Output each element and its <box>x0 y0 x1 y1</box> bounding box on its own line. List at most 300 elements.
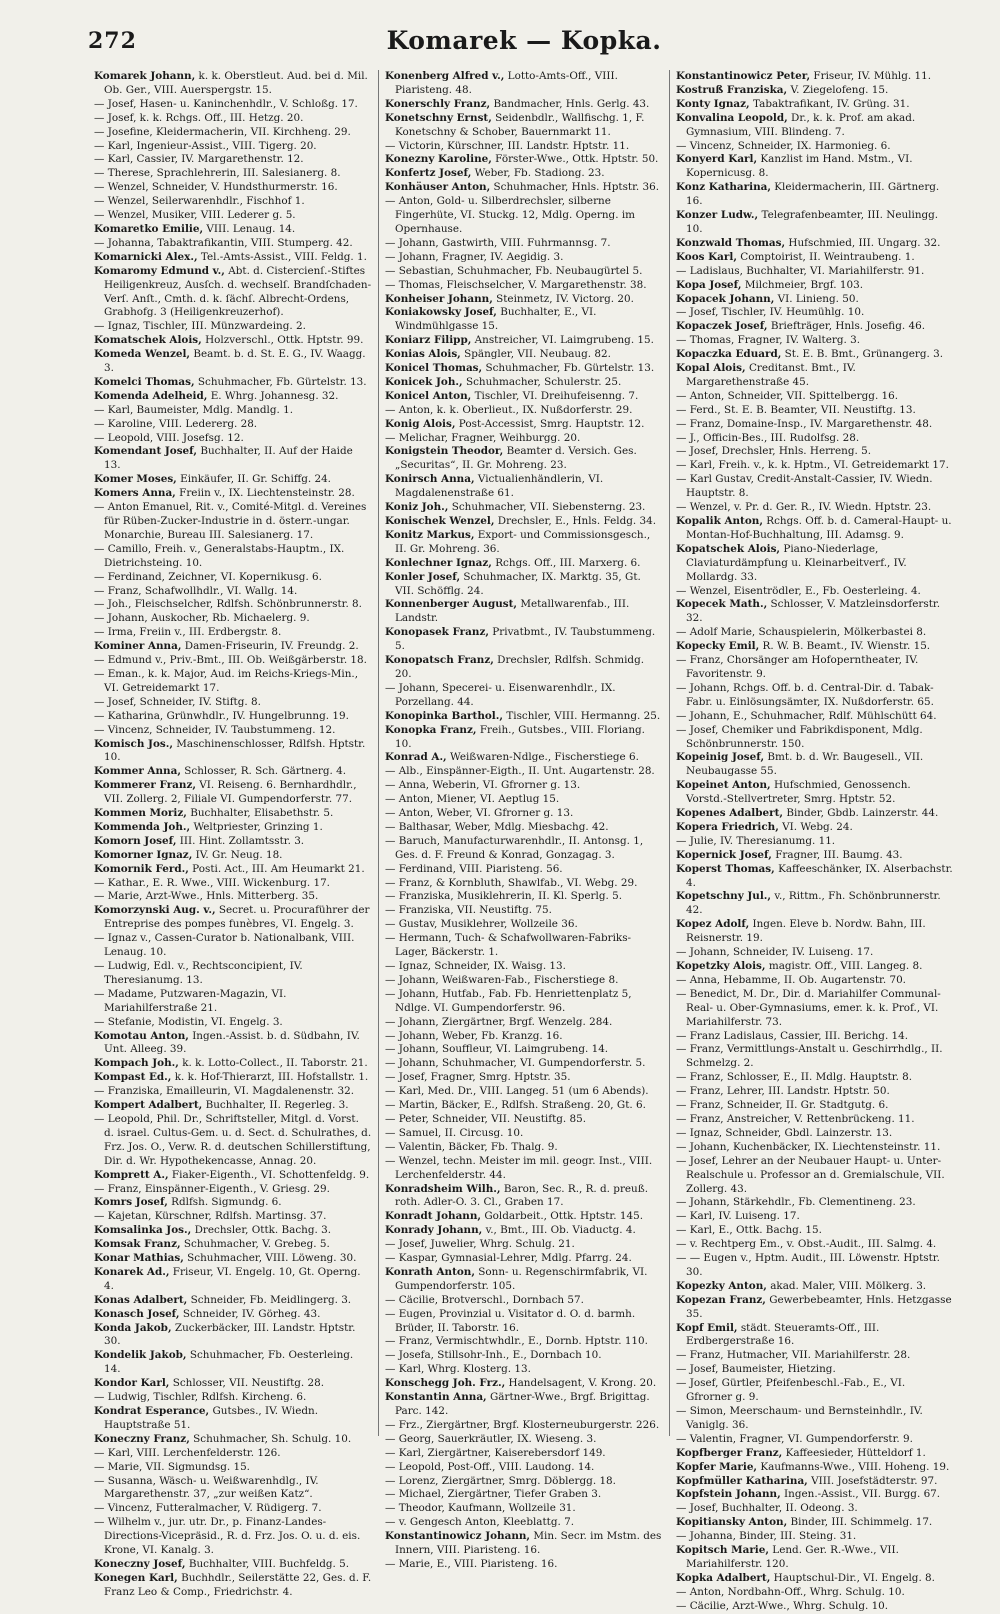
entry-text: — Josef, k. k. Rchgs. Off., III. Hetzg. 20. <box>94 111 304 124</box>
directory-entry <box>385 821 663 835</box>
entry-name: Kopeinig Josef, <box>676 751 765 764</box>
entry-text: Buchhdlr., Seilerstätte 22, Ges. d. F. Franz Leo & Comp., Friedrichstr. 4. <box>104 1571 372 1598</box>
directory-entry <box>385 153 663 167</box>
directory-entry <box>676 1238 954 1252</box>
directory-entry <box>385 1155 663 1183</box>
entry-name: Kompert Adalbert, <box>94 1099 203 1112</box>
entry-text: — Josef, Tischler, IV. Heumühlg. 10. <box>676 306 865 319</box>
entry-text: — Josef, Lehrer an der Neubauer Haupt- u. Unter-Realschule u. Professor an d. Gremialschule, VII. Zollerg. 43. <box>676 1154 945 1195</box>
directory-entry <box>676 1085 954 1099</box>
entry-text: — Franz Ladislaus, Cassier, III. Berichg. 14. <box>676 1029 909 1042</box>
directory-entry <box>94 348 372 376</box>
entry-name: Konschegg Joh. Frz., <box>385 1377 506 1390</box>
entry-name: Komornik Ferd., <box>94 862 189 875</box>
entry-name: Konas Adalbert, <box>94 1293 188 1306</box>
directory-entry <box>94 1475 372 1503</box>
directory-entry <box>676 390 954 404</box>
entry-text: — Anton, Schneider, VII. Spittelbergg. 16. <box>676 389 899 402</box>
entry-name: Konty Ignaz, <box>676 97 750 110</box>
entry-text: — Edmund v., Priv.-Bmt., III. Ob. Weißgärberstr. 18. <box>94 654 367 667</box>
entry-text: — Leopold, Post-Off., VIII. Laudong. 14. <box>385 1460 595 1473</box>
entry-text: — Therese, Sprachlehrerin, III. Salesianerg. 8. <box>94 167 341 180</box>
entry-name: Komarnicki Alex., <box>94 250 198 263</box>
entry-text: — Simon, Meerschaum- und Bernsteinhdlr., IV. Vaniglg. 36. <box>676 1405 923 1431</box>
directory-entry <box>676 724 954 752</box>
entry-name: Konradt Johann, <box>385 1210 482 1223</box>
directory-entry <box>676 821 954 835</box>
directory-entry <box>676 362 954 390</box>
entry-name: Kondelik Jakob, <box>94 1349 187 1362</box>
entry-text: — Cäcilie, Brotverschl., Dornbach 57. <box>385 1293 584 1306</box>
directory-entry <box>385 167 663 181</box>
directory-entry <box>385 1558 663 1572</box>
entry-text: — Karl, E., Ottk. Bachg. 15. <box>676 1224 822 1237</box>
directory-entry <box>676 153 954 181</box>
directory-entry <box>385 1071 663 1085</box>
directory-entry <box>676 348 954 362</box>
entry-text: Rchgs. Off., III. Marxerg. 6. <box>495 556 641 569</box>
directory-entry <box>385 390 663 404</box>
directory-entry <box>676 1600 954 1614</box>
entry-text: k. k. Oberstleut. Aud. bei d. Mil. Ob. Ger., VIII. Auerspergstr. 15. <box>104 70 368 96</box>
directory-entry <box>94 779 372 807</box>
entry-name: Komeda Wenzel, <box>94 348 191 361</box>
entry-text: — Johanna, Binder, III. Steing. 31. <box>676 1530 857 1543</box>
directory-columns <box>88 70 960 1612</box>
entry-text: — Johann, Rchgs. Off. b. d. Central-Dir. d. Tabak-Fabr. u. Einlösungsämter, IX. Nußdorferstr. 65. <box>676 681 934 708</box>
directory-entry <box>676 1363 954 1377</box>
entry-text: — Anton, Weber, VI. Gfrorner g. 13. <box>385 807 574 820</box>
entry-text: — Franz, & Kornbluth, Shawlfab., VI. Webg. 29. <box>385 876 638 889</box>
entry-name: Komsak Franz, <box>94 1238 181 1251</box>
entry-text: Damen-Friseurin, IV. Freundg. 2. <box>184 640 359 653</box>
entry-text: akad. Maler, VIII. Mölkerg. 3. <box>770 1279 927 1292</box>
directory-entry <box>385 904 663 918</box>
column-3 <box>669 70 960 1612</box>
entry-text: k. k. Lotto-Collect., II. Taborstr. 21. <box>182 1057 368 1070</box>
entry-name: Konicel Thomas, <box>385 362 483 375</box>
directory-entry <box>676 1475 954 1489</box>
directory-entry <box>385 1030 663 1044</box>
directory-entry <box>385 1141 663 1155</box>
directory-entry <box>94 863 372 877</box>
entry-name: Kommer Anna, <box>94 765 181 778</box>
entry-name: Koperst Thomas, <box>676 862 775 875</box>
entry-name: Kopez Adolf, <box>676 918 750 931</box>
entry-text: Beamt. b. d. St. E. G., IV. Waagg. 3. <box>104 348 366 375</box>
entry-text: — Cäcilie, Arzt-Wwe., Whrg. Schulg. 10. <box>676 1599 889 1612</box>
directory-entry <box>676 1224 954 1238</box>
directory-entry <box>385 1266 663 1294</box>
entry-text: — Joh., Fleischselcher, Rdlfsh. Schönbrunnerstr. 8. <box>94 598 362 611</box>
entry-name: Koniz Joh., <box>385 501 449 514</box>
entry-text: — Theodor, Kaufmann, Wollzeile 31. <box>385 1502 576 1515</box>
entry-name: Kopezky Anton, <box>676 1279 767 1292</box>
directory-entry <box>676 1294 954 1322</box>
entry-name: Kopecek Math., <box>676 598 768 611</box>
directory-entry <box>676 1280 954 1294</box>
entry-text: — Marie, VII. Sigmundsg. 15. <box>94 1460 250 1473</box>
directory-entry <box>676 863 954 891</box>
entry-text: Sonn- u. Regenschirmfabrik, VI. Gumpendorferstr. 105. <box>395 1265 648 1292</box>
directory-entry <box>94 571 372 585</box>
entry-text: — Josef, Schneider, IV. Stiftg. 8. <box>94 695 261 708</box>
directory-entry <box>94 501 372 543</box>
entry-text: — Johann, Ziergärtner, Brgf. Wenzelg. 284. <box>385 1015 613 1028</box>
directory-entry <box>385 1391 663 1419</box>
entry-text: — Karl, Baumeister, Mdlg. Mandlg. 1. <box>94 403 294 416</box>
directory-entry <box>676 320 954 334</box>
entry-text: v., Rittm., Fh. Schönbrunnerstr. 42. <box>686 890 941 917</box>
directory-entry <box>385 751 663 765</box>
entry-name: Kostruß Franziska, <box>676 83 788 96</box>
directory-entry <box>94 1016 372 1030</box>
entry-text: — Johann, Weißwaren-Fab., Fischerstiege 8. <box>385 973 619 986</box>
entry-text: — Karl, IV. Luiseng. 17. <box>676 1210 800 1223</box>
entry-name: Komsalinka Jos., <box>94 1224 192 1237</box>
entry-text: — Baruch, Manufacturwarenhdlr., II. Antonsg. 1, Ges. d. F. Freund & Konrad, Gonzagag. 3. <box>385 834 644 861</box>
entry-text: Gutsbes., IV. Wiedn. Hauptstraße 51. <box>104 1405 319 1431</box>
directory-entry <box>385 1099 663 1113</box>
entry-text: Schuhmacher, Fb. Gürtelstr. 13. <box>197 375 367 388</box>
column-1 <box>88 70 378 1598</box>
directory-entry <box>94 1210 372 1224</box>
entry-text: Drechsler, E., Hnls. Feldg. 34. <box>497 515 657 527</box>
directory-entry <box>676 654 954 682</box>
directory-entry <box>94 1196 372 1210</box>
directory-entry <box>94 1516 372 1558</box>
entry-name: Koneczny Josef, <box>94 1557 186 1570</box>
entry-text: — Josef, Juwelier, Whrg. Schulg. 21. <box>385 1238 575 1251</box>
entry-name: Konegen Karl, <box>94 1571 178 1584</box>
entry-text: — Lorenz, Ziergärtner, Smrg. Döblergg. 18. <box>385 1474 616 1487</box>
entry-text: Lotto-Amts-Off., VIII. Piaristeng. 48. <box>395 70 618 96</box>
entry-name: Konischek Wenzel, <box>385 515 495 527</box>
directory-entry <box>94 598 372 612</box>
entry-name: Konirsch Anna, <box>385 473 475 486</box>
directory-entry <box>94 265 372 321</box>
directory-entry <box>94 1071 372 1085</box>
entry-text: III. Hint. Zollamtsstr. 3. <box>179 834 305 847</box>
directory-entry <box>385 960 663 974</box>
entry-text: Lend. Ger. R.-Wwe., VII. Mariahilferstr. 120. <box>686 1544 899 1570</box>
directory-entry <box>94 1294 372 1308</box>
directory-entry <box>676 84 954 98</box>
directory-entry <box>94 988 372 1016</box>
entry-text: Victualienhändlerin, VI. Magdalenenstraße 61. <box>395 473 604 500</box>
directory-entry <box>676 1252 954 1280</box>
directory-entry <box>676 70 954 84</box>
entry-text: Schlosser, VII. Neustiftg. 28. <box>172 1377 325 1390</box>
directory-entry <box>676 237 954 251</box>
entry-text: — Johann, Schneider, IV. Luiseng. 17. <box>676 946 874 959</box>
entry-text: Baron, Sec. R., R. d. preuß. roth. Adler-O. 3. Cl., Graben 17. <box>395 1182 648 1209</box>
entry-text: — Josef, Buchhalter, II. Odeong. 3. <box>676 1502 858 1515</box>
directory-entry <box>94 223 372 237</box>
entry-text: — Franziska, Emailleurin, VI. Magdalenenstr. 32. <box>94 1085 355 1098</box>
entry-name: Komelci Thomas, <box>94 375 195 388</box>
directory-entry <box>94 710 372 724</box>
entry-name: Kopezan Franz, <box>676 1293 766 1306</box>
entry-text: Schuhmacher, Fb. Oesterleing. 14. <box>104 1349 354 1376</box>
directory-entry <box>94 140 372 154</box>
entry-text: — Josefine, Kleidermacherin, VII. Kirchheng. 29. <box>94 125 351 138</box>
entry-name: Kopf Emil, <box>676 1321 738 1334</box>
entry-name: Konyerd Karl, <box>676 153 758 166</box>
directory-entry <box>385 1224 663 1238</box>
entry-text: Buchhalter, E., VI. Windmühlgasse 15. <box>395 306 597 333</box>
directory-entry <box>94 390 372 404</box>
entry-text: — Balthasar, Weber, Mdlg. Miesbachg. 42. <box>385 820 609 833</box>
entry-text: IV. Gr. Neug. 18. <box>195 848 283 861</box>
directory-entry <box>385 501 663 515</box>
entry-text: Goldarbeit., Ottk. Hptstr. 145. <box>484 1210 643 1223</box>
entry-text: Schlosser, R. Sch. Gärtnerg. 4. <box>184 765 346 778</box>
directory-entry <box>676 849 954 863</box>
entry-text: Friseur, VI. Engelg. 10, Gt. Operng. 4. <box>104 1265 361 1292</box>
directory-entry <box>94 1377 372 1391</box>
entry-text: — Adolf Marie, Schauspielerin, Mölkerbastei 8. <box>676 626 927 639</box>
directory-entry <box>676 682 954 710</box>
entry-text: — Martin, Bäcker, E., Rdlfsh. Straßeng. 20, Gt. 6. <box>385 1099 646 1112</box>
entry-name: Kopatschek Alois, <box>676 542 781 555</box>
directory-entry <box>676 181 954 209</box>
entry-text: — Ludwig, Edl. v., Rechtsconcipient, IV. Theresianumg. 13. <box>94 960 303 986</box>
entry-text: — Ignaz, Schneider, IX. Waisg. 13. <box>385 960 566 972</box>
entry-text: — J., Officin-Bes., III. Rudolfsg. 28. <box>676 431 860 444</box>
entry-text: — Karl, Ingenieur-Assist., VIII. Tigerg. 20. <box>94 139 317 152</box>
directory-entry <box>676 251 954 265</box>
entry-name: Kopaczek Josef, <box>676 320 768 333</box>
entry-name: Konigstein Theodor, <box>385 445 504 458</box>
entry-text: R. W. B. Beamt., IV. Wienstr. 15. <box>762 640 931 653</box>
entry-name: Komotau Anton, <box>94 1029 189 1042</box>
directory-entry <box>385 265 663 279</box>
entry-text: Seidenbdlr., Wallfischg. 1, F. Konetschny & Schober, Bauernmarkt 11. <box>395 111 645 138</box>
entry-name: Komenda Adelheid, <box>94 389 208 402</box>
entry-text: Förster-Wwe., Ottk. Hptstr. 50. <box>495 153 659 166</box>
entry-text: — v. Rechtperg Em., v. Obst.-Audit., III. Salmg. 4. <box>676 1238 937 1251</box>
directory-entry <box>94 696 372 710</box>
directory-entry <box>94 112 372 126</box>
directory-entry <box>676 779 954 807</box>
entry-name: Kondrat Esperance, <box>94 1405 210 1417</box>
directory-entry <box>385 1419 663 1433</box>
entry-name: Komrs Josef, <box>94 1196 168 1209</box>
entry-text: Drechsler, Ottk. Bachg. 3. <box>194 1224 332 1237</box>
entry-text: Secret. u. Procuraführer der Entreprise des pompes funèbres, VI. Engelg. 3. <box>104 904 370 931</box>
entry-name: Kopfberger Franz, <box>676 1446 783 1459</box>
entry-name: Konenberg Alfred v., <box>385 70 505 82</box>
directory-entry <box>676 807 954 821</box>
directory-entry <box>385 279 663 293</box>
entry-text: — Karl, Med. Dr., VIII. Langeg. 51 (um 6 Abends). <box>385 1085 649 1098</box>
directory-entry <box>385 306 663 334</box>
directory-entry <box>385 473 663 501</box>
entry-name: Konlechner Ignaz, <box>385 556 492 569</box>
entry-name: Konopasek Franz, <box>385 626 489 639</box>
entry-text: — Wenzel, Eisentrödler, E., Fb. Oesterleing. 4. <box>676 584 921 597</box>
entry-name: Konrath Anton, <box>385 1265 475 1278</box>
entry-name: Konopatsch Franz, <box>385 654 494 667</box>
entry-text: Milchmeier, Brgf. 103. <box>744 278 863 291</box>
directory-entry <box>94 1085 372 1099</box>
directory-entry <box>385 404 663 418</box>
directory-entry <box>676 918 954 946</box>
entry-name: Konstantin Anna, <box>385 1391 487 1404</box>
entry-text: — Wenzel, techn. Meister im mil. geogr. Inst., VIII. Lerchenfelderstr. 44. <box>385 1154 653 1181</box>
entry-text: — Benedict, M. Dr., Dir. d. Mariahilfer Communal-Real- u. Ober-Gymnasiums, emer. k. k. Prof., VI. Mariahilferstr. 73. <box>676 987 941 1028</box>
entry-text: Fragner, III. Baumg. 43. <box>775 848 903 861</box>
entry-text: — Thomas, Fragner, IV. Walterg. 3. <box>676 334 861 347</box>
entry-name: Konler Josef, <box>385 570 461 583</box>
entry-text: — Josef, Gürtler, Pfeifenbeschl.-Fab., E., VI. Gfrorner g. 9. <box>676 1377 906 1404</box>
directory-entry <box>676 960 954 974</box>
directory-entry <box>676 209 954 237</box>
entry-text: — Kajetan, Kürschner, Rdlfsh. Martinsg. 37. <box>94 1210 327 1223</box>
entry-name: Komer Moses, <box>94 473 177 486</box>
directory-entry <box>94 890 372 904</box>
entry-text: — Josefa, Stillsohr-Inh., E., Dornbach 10. <box>385 1349 602 1362</box>
directory-entry <box>676 543 954 585</box>
entry-text: — Wenzel, Musiker, VIII. Lederer g. 5. <box>94 209 296 222</box>
entry-text: Posti. Act., III. Am Heumarkt 21. <box>192 862 365 875</box>
directory-entry <box>385 598 663 626</box>
entry-text: Zuckerbäcker, III. Landstr. Hptstr. 30. <box>104 1321 356 1348</box>
entry-name: Konfertz Josef, <box>385 167 472 180</box>
directory-entry <box>385 529 663 557</box>
entry-text: — Anton, Nordbahn-Off., Whrg. Schulg. 10. <box>676 1585 905 1598</box>
directory-entry <box>94 487 372 501</box>
entry-text: Tischler, VIII. Hermanng. 25. <box>506 709 661 722</box>
entry-text: — Susanna, Wäsch- u. Weißwarenhdlg., IV. Margarethenstr. 37, „zur weißen Katz“. <box>94 1474 319 1501</box>
directory-entry <box>385 779 663 793</box>
entry-name: Komorn Josef, <box>94 834 177 847</box>
directory-entry <box>385 1349 663 1363</box>
directory-entry <box>94 543 372 571</box>
entry-text: — Madame, Putzwaren-Magazin, VI. Mariahilferstraße 21. <box>94 987 287 1014</box>
directory-entry <box>385 237 663 251</box>
entry-text: — Franziska, VII. Neustiftg. 75. <box>385 904 552 917</box>
entry-text: — Franz, Domaine-Insp., IV. Margarethenstr. 48. <box>676 417 933 430</box>
entry-name: Komisch Jos., <box>94 737 173 750</box>
directory-entry <box>94 1099 372 1113</box>
directory-entry <box>676 1196 954 1210</box>
directory-entry <box>94 404 372 418</box>
entry-text: — Franz, Schneider, II. Gr. Stadtgutg. 6. <box>676 1099 889 1112</box>
directory-entry <box>385 1113 663 1127</box>
entry-text: städt. Steueramts-Off., III. Erdbergerstraße 16. <box>686 1321 880 1348</box>
entry-text: Schuhmacher, Sh. Schulg. 10. <box>193 1432 352 1445</box>
entry-text: Abt. d. Cistercienſ.-Stiftes Heiligenkreuz, Ausſch. d. wechselſ. Brandſchaden-Verſ. Anſt., Cmth. d. k. ſächſ. Albrecht-Ordens, Grabhofg. 3 (Heiligenkreuzerhof). <box>104 264 372 319</box>
directory-entry <box>94 1308 372 1322</box>
directory-entry <box>676 473 954 501</box>
entry-text: Kanzlist im Hand. Mstm., VI. Kopernicusg. 8. <box>686 153 913 180</box>
directory-entry <box>94 835 372 849</box>
directory-entry <box>385 1127 663 1141</box>
directory-entry <box>385 445 663 473</box>
entry-text: — Josef, Drechsler, Hnls. Herreng. 5. <box>676 445 872 458</box>
entry-text: — Eugen, Provinzial u. Visitator d. O. d. barmh. Brüder, II. Taborstr. 16. <box>385 1307 636 1334</box>
directory-entry <box>385 1335 663 1349</box>
entry-text: — Wenzel, Schneider, V. Hundsthurmerstr. 16. <box>94 181 338 194</box>
directory-entry <box>385 626 663 654</box>
directory-entry <box>94 932 372 960</box>
directory-entry <box>385 1377 663 1391</box>
directory-entry <box>385 1488 663 1502</box>
directory-entry <box>385 1085 663 1099</box>
directory-entry <box>94 432 372 446</box>
entry-text: — Franziska, Musiklehrerin, II. Kl. Sperlg. 5. <box>385 890 623 903</box>
directory-entry <box>385 724 663 752</box>
entry-name: Konicel Anton, <box>385 389 472 402</box>
entry-name: Kopetschny Jul., <box>676 890 772 903</box>
page-header <box>88 22 960 70</box>
entry-name: Kopeinet Anton, <box>676 779 771 792</box>
directory-entry <box>385 765 663 779</box>
directory-entry <box>385 988 663 1016</box>
entry-text: v., Bmt., III. Ob. Viaductg. 4. <box>485 1224 636 1237</box>
entry-text: Briefträger, Hnls. Josefig. 46. <box>770 320 925 333</box>
entry-name: Konrady Johann, <box>385 1224 483 1237</box>
directory-entry <box>94 473 372 487</box>
entry-name: Kopitsch Marie, <box>676 1544 769 1557</box>
directory-entry <box>676 626 954 640</box>
directory-entry <box>385 181 663 195</box>
directory-entry <box>676 1155 954 1197</box>
entry-name: Kominer Anna, <box>94 640 182 653</box>
entry-text: — Ferdinand, Zeichner, VI. Kopernikusg. 6. <box>94 570 322 583</box>
directory-entry <box>385 1363 663 1377</box>
directory-entry <box>385 1183 663 1211</box>
entry-name: Komorzynski Aug. v., <box>94 904 216 917</box>
directory-entry <box>94 724 372 738</box>
entry-text: Freiin v., IX. Liechtensteinstr. 28. <box>179 487 355 500</box>
entry-name: Kommen Moriz, <box>94 807 187 820</box>
directory-entry <box>94 251 372 265</box>
directory-entry <box>94 849 372 863</box>
directory-entry <box>676 835 954 849</box>
entry-name: Konheiser Johann, <box>385 292 493 305</box>
entry-text: Rchgs. Off. b. d. Cameral-Haupt- u. Montan-Hof-Buchhaltung, III. Adamsg. 9. <box>686 515 952 541</box>
directory-entry <box>94 807 372 821</box>
entry-text: — Sebastian, Schuhmacher, Fb. Neubaugürtel 5. <box>385 264 643 277</box>
entry-text: — Franz, Vermittlungs-Anstalt u. Geschirrhdlg., II. Schmelzg. 2. <box>676 1043 943 1070</box>
entry-name: Kondor Karl, <box>94 1377 170 1390</box>
directory-entry <box>676 1461 954 1475</box>
entry-text: — v. Gengesch Anton, Kleeblattg. 7. <box>385 1516 575 1529</box>
entry-text: Steinmetz, IV. Victorg. 20. <box>496 292 634 305</box>
directory-entry <box>94 195 372 209</box>
directory-entry <box>385 1294 663 1308</box>
directory-entry <box>94 1405 372 1433</box>
entry-text: Ingen. Eleve b. Nordw. Bahn, III. Reisnerstr. 19. <box>686 918 926 945</box>
directory-entry <box>676 1572 954 1586</box>
entry-text: — Leopold, VIII. Josefsg. 12. <box>94 431 244 444</box>
entry-text: Handelsagent, V. Krong. 20. <box>508 1377 657 1390</box>
entry-name: Konstantinowicz Johann, <box>385 1530 531 1543</box>
entry-text: — Camillo, Freih. v., Generalstabs-Hauptm., IX. Dietrichsteing. 10. <box>94 542 345 569</box>
directory-entry <box>676 1488 954 1502</box>
directory-entry <box>385 251 663 265</box>
entry-text: — Johann, Gastwirth, VIII. Fuhrmannsg. 7. <box>385 236 611 249</box>
entry-text: Ingen.-Assist. b. d. Südbahn, IV. Unt. Alleeg. 39. <box>104 1029 360 1056</box>
directory-entry <box>94 1433 372 1447</box>
entry-name: Konar Mathias, <box>94 1252 184 1265</box>
entry-name: Konhäuser Anton, <box>385 181 491 194</box>
directory-entry <box>385 807 663 821</box>
directory-entry <box>385 974 663 988</box>
